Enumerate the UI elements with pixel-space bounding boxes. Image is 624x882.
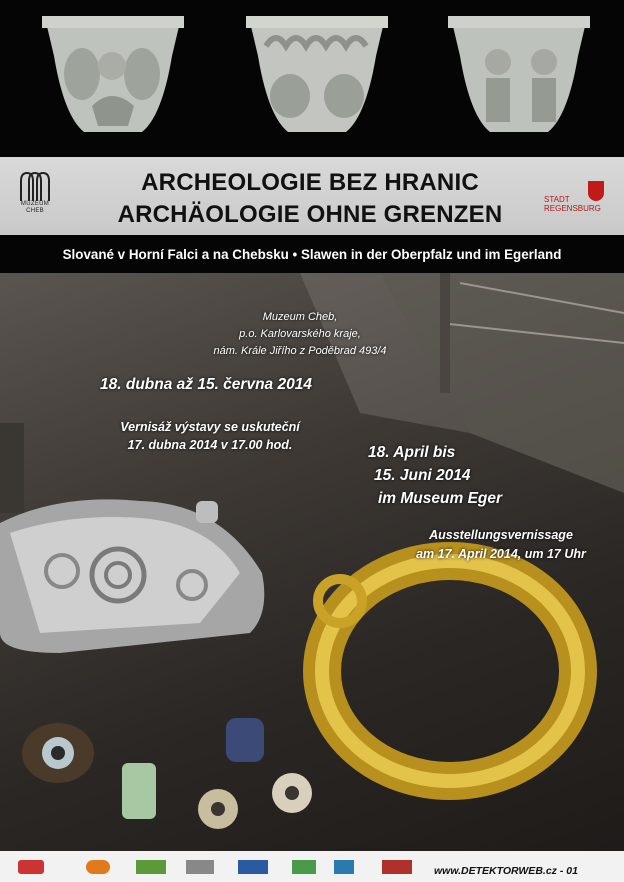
sponsor-logo-4	[186, 860, 214, 874]
sponsor-logo-3	[136, 860, 166, 874]
header-photo-band	[0, 0, 624, 157]
title-czech: ARCHEOLOGIE BEZ HRANIC	[141, 169, 479, 196]
romanesque-capital-image-3	[448, 16, 590, 140]
exhibition-photo	[0, 273, 624, 851]
subtitle: Slované v Horní Falci a na Chebsku • Slawen in der Oberpfalz und im Egerland	[62, 247, 562, 262]
romanesque-capital-image-1	[42, 16, 184, 140]
glass-beads-image	[22, 718, 312, 829]
sponsor-logo-2	[86, 860, 110, 874]
gold-ring-image	[318, 561, 578, 781]
exhibition-dates-german	[368, 441, 502, 510]
venue-line-3: nám. Krále Jiřího z Poděbrad 493/4	[213, 345, 387, 357]
vernissage-german-line1: Ausstellungsvernissage	[429, 528, 573, 542]
sponsor-logo-8	[382, 860, 412, 874]
sponsor-logo-7	[334, 860, 354, 874]
silver-ornament-image	[0, 499, 264, 653]
venue-address	[200, 309, 400, 360]
museum-cheb-logo-line1: MUZEUM	[20, 201, 50, 207]
vernissage-german	[386, 526, 616, 564]
exhibition-dates-czech: 18. dubna až 15. června 2014	[100, 376, 312, 393]
dates-german-line3: im Museum Eger	[378, 490, 503, 507]
sponsor-logo-6	[292, 860, 316, 874]
title-german: ARCHÄOLOGIE OHNE GRENZEN	[117, 201, 503, 228]
venue-line-2: p.o. Karlovarského kraje,	[239, 328, 361, 340]
vernissage-czech-line1: Vernisáž výstavy se uskuteční	[120, 420, 300, 434]
subtitle-bar	[0, 235, 624, 273]
footer-credit: www.DETEKTORWEB.cz - 01	[434, 865, 578, 877]
museum-cheb-logo	[12, 171, 58, 227]
vernissage-czech	[90, 418, 330, 454]
regensburg-logo-line2: REGENSBURG	[544, 204, 601, 213]
sponsor-logo-5	[238, 860, 268, 874]
dates-german-line2: 15. Juni 2014	[374, 467, 471, 484]
romanesque-capital-image-2	[246, 16, 388, 140]
regensburg-logo	[544, 179, 616, 219]
title-bar	[0, 157, 624, 235]
sponsor-logo-1	[18, 860, 44, 874]
museum-cheb-logo-line2: CHEB	[26, 208, 44, 214]
vernissage-german-line2: am 17. April 2014, um 17 Uhr	[416, 547, 586, 561]
regensburg-logo-line1: STADT	[544, 195, 570, 204]
venue-line-1: Muzeum Cheb,	[262, 311, 338, 323]
sponsor-footer	[0, 851, 624, 882]
vernissage-czech-line2: 17. dubna 2014 v 17.00 hod.	[127, 438, 293, 452]
dates-german-line1: 18. April bis	[368, 444, 456, 461]
arches-icon	[18, 171, 52, 201]
